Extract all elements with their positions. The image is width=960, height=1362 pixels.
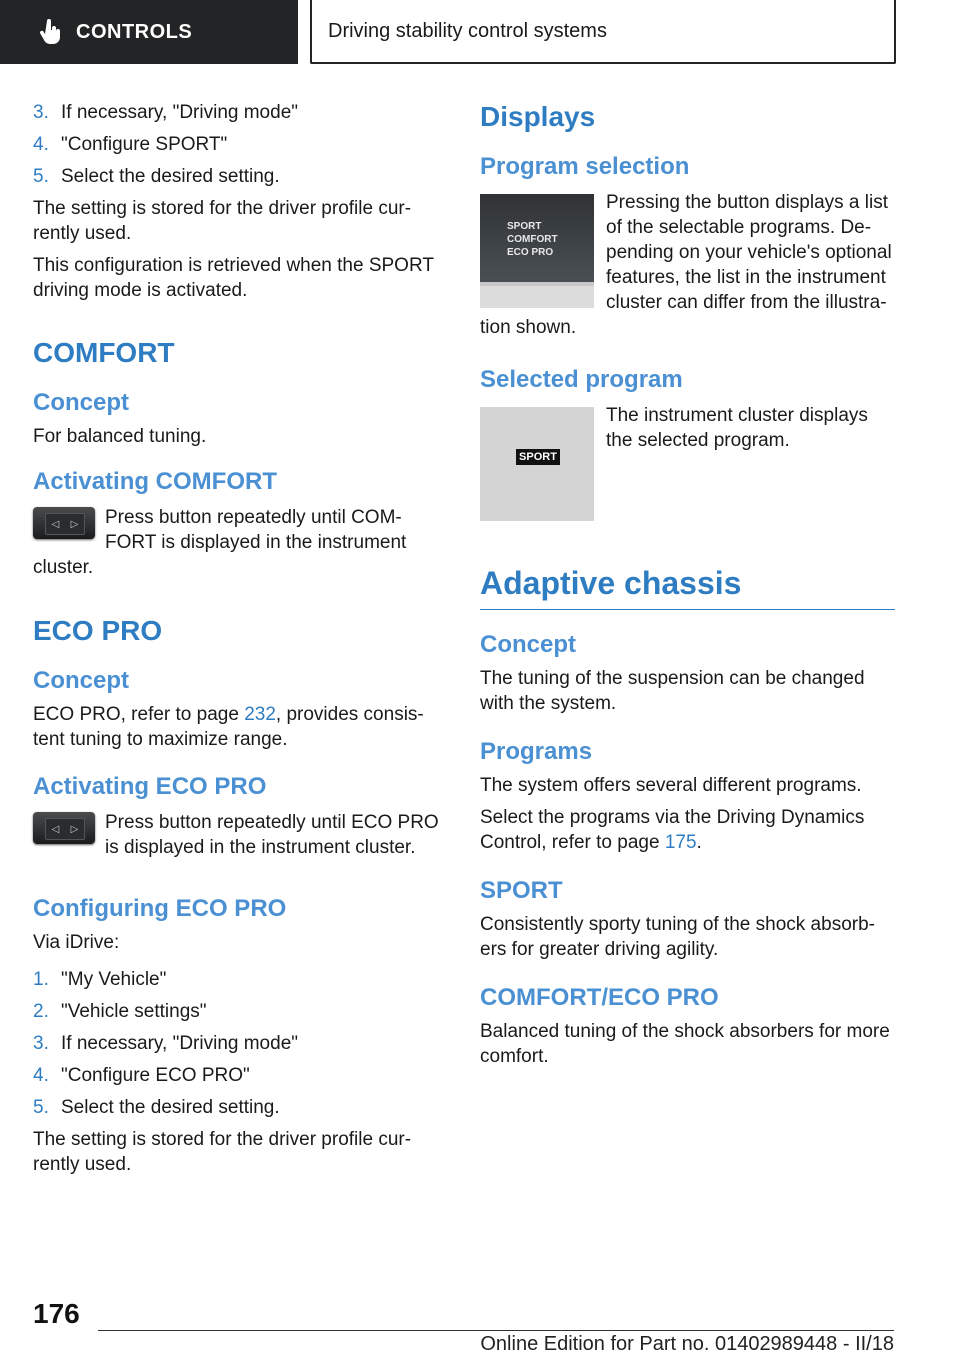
paragraph: Balanced tuning of the shock absorbers for more comfort.	[480, 1021, 890, 1067]
list-item: 5. Select the desired setting.	[33, 166, 280, 187]
program-list-screen-image: SPORT COMFORT ECO PRO	[480, 194, 594, 308]
heading-selected-program: Selected program	[480, 366, 683, 393]
list-item: 4. "Configure SPORT"	[33, 134, 228, 155]
heading-concept: Concept	[33, 667, 129, 694]
heading-concept: Concept	[480, 631, 576, 658]
right-column	[480, 100, 895, 1069]
heading-sport: SPORT	[480, 877, 563, 904]
paragraph: Consistently sporty tuning of the shock absorbers for greater driving agility.	[480, 914, 875, 960]
section-tab	[0, 0, 298, 64]
paragraph: Via iDrive:	[33, 932, 120, 953]
heading-eco-pro: ECO PRO	[33, 615, 163, 646]
chapter-title-box	[310, 0, 896, 64]
list-item: 2. "Vehicle settings"	[33, 1001, 207, 1022]
heading-programs: Programs	[480, 738, 593, 765]
paragraph: Press button repeatedly until COMFORT is displayed in the instrument cluster.	[33, 507, 407, 578]
eco-config-steps	[33, 967, 443, 1120]
sport-badge: SPORT	[516, 449, 560, 465]
selected-program-block	[480, 403, 895, 527]
paragraph: Press button repeatedly until ECO PRO is displayed in the instrument cluster.	[105, 812, 439, 858]
paragraph: Pressing the button displays a list of the selectable programs. Depending on your vehicle's optional features, the list in the instrument cluster can differ from the illustration shown.	[480, 192, 892, 338]
heading-comfort: COMFORT	[33, 337, 175, 368]
page-number: 176	[33, 1298, 80, 1329]
activating-eco-block	[33, 810, 443, 860]
heading-adaptive-chassis: Adaptive chassis	[480, 563, 895, 610]
list-item: 3. If necessary, "Driving mode"	[33, 102, 298, 123]
left-column	[33, 100, 443, 1177]
heading-displays: Displays	[480, 101, 596, 132]
hand-pointer-icon	[40, 19, 62, 45]
list-item: 3. If necessary, "Driving mode"	[33, 1033, 298, 1054]
paragraph: The tuning of the suspension can be changed with the system.	[480, 668, 865, 714]
selected-program-screen-image	[480, 407, 594, 521]
section-label: CONTROLS	[76, 20, 193, 43]
heading-comfort-eco-pro: COMFORT/ECO PRO	[480, 984, 719, 1011]
activating-comfort-block	[33, 505, 443, 580]
paragraph: The setting is stored for the driver profile currently used.	[33, 198, 412, 244]
paragraph: The setting is stored for the driver profile currently used.	[33, 1129, 412, 1175]
paragraph: The system offers several different programs.	[480, 775, 862, 796]
paragraph: This configuration is retrieved when the SPORT driving mode is activated.	[33, 255, 434, 301]
list-item: 4. "Configure ECO PRO"	[33, 1065, 250, 1086]
mode-button-image	[33, 507, 95, 539]
heading-program-selection: Program selection	[480, 153, 690, 180]
list-item: 1. "My Vehicle"	[33, 969, 167, 990]
heading-activating-eco-pro: Activating ECO PRO	[33, 773, 267, 800]
paragraph: Select the programs via the Driving Dynamics Control, refer to page 175.	[480, 807, 865, 853]
paragraph: For balanced tuning.	[33, 426, 207, 447]
heading-configuring-eco-pro: Configuring ECO PRO	[33, 895, 287, 922]
chapter-title: Driving stability control systems	[328, 19, 607, 42]
arrow-left-icon: ◁	[51, 518, 60, 530]
arrow-right-icon: ▷	[70, 823, 79, 835]
edition-note: Online Edition for Part no. 01402989448 - II/18	[480, 1333, 894, 1355]
heading-concept: Concept	[33, 389, 129, 416]
page-link[interactable]: 175	[664, 832, 697, 853]
program-selection-block	[480, 190, 895, 340]
arrow-left-icon: ◁	[51, 823, 60, 835]
mode-button-image	[33, 812, 95, 844]
paragraph: ECO PRO, refer to page 232, provides consistent tuning to maximize range.	[33, 704, 424, 750]
paragraph: The instrument cluster displays the selected program.	[606, 405, 868, 451]
heading-activating-comfort: Activating COMFORT	[33, 468, 277, 495]
page-link[interactable]: 232	[244, 704, 276, 725]
arrow-right-icon: ▷	[70, 518, 79, 530]
sport-config-steps	[33, 100, 443, 189]
footer-divider	[98, 1330, 894, 1331]
list-item: 5. Select the desired setting.	[33, 1097, 280, 1118]
